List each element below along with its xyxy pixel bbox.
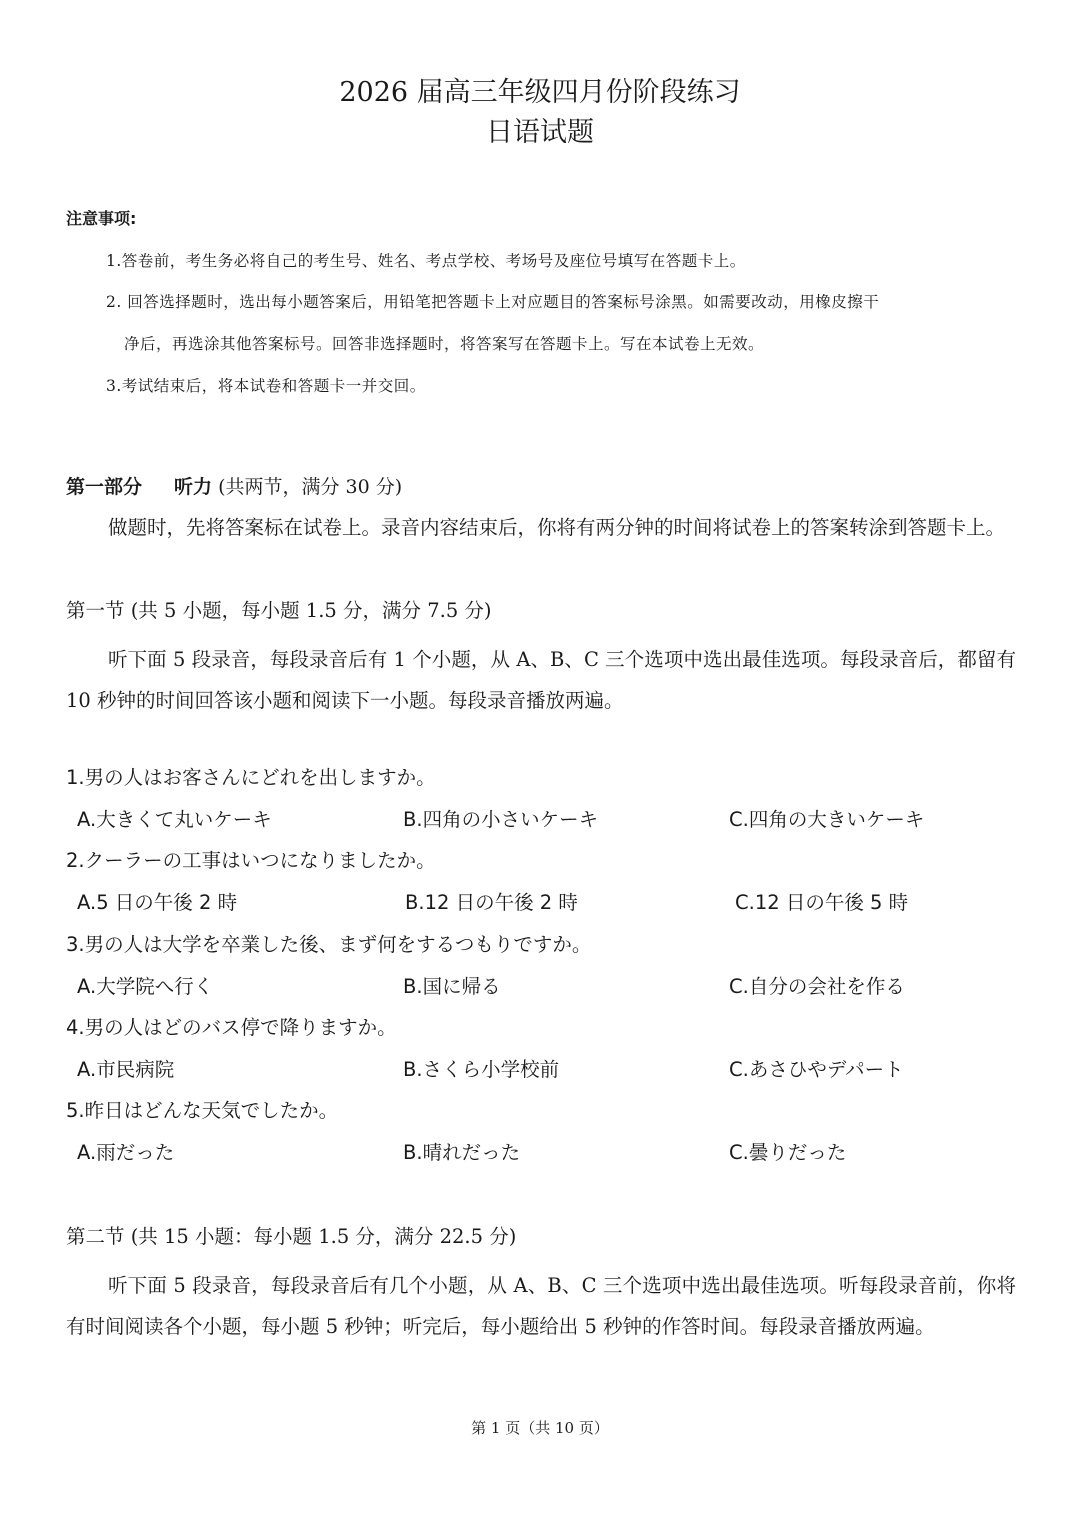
question-4-option-c: C.あさひやデパート [729,1058,904,1081]
question-5-option-a: A.雨だった [77,1141,175,1164]
page-number: 第 1 页（共 10 页） [471,1419,609,1437]
question-1-option-b: B.四角の小さいケーキ [403,808,599,831]
section1-heading: 第一节 (共 5 小题，每小题 1.5 分，满分 7.5 分) [66,599,492,622]
question-4-option-b: B.さくら小学校前 [403,1058,560,1081]
question-1-option-c: C.四角の大きいケーキ [729,808,925,831]
section2-instructions: 听下面 5 段录音，每段录音后有几个小题，从 A、B、C 三个选项中选出最佳选项。听每段录音前，你将有时间阅读各个小题，每小题 5 秒钟；听完后，每小题给出 5 秒钟的作答时间。每段录音播放两遍。 [66,1274,1016,1338]
note-item-2-line-2: 净后，再选涂其他答案标号。回答非选择题时，将答案写在答题卡上。写在本试卷上无效。 [124,335,765,353]
section2-heading: 第二节 (共 15 小题：每小题 1.5 分，满分 22.5 分) [66,1225,517,1248]
question-5-option-b: B.晴れだった [403,1141,521,1164]
question-2: 2.クーラーの工事はいつになりましたか。 [66,849,436,872]
part1-name: 听力 [174,476,213,498]
question-1-option-a: A.大きくて丸いケーキ [77,808,272,831]
question-5: 5.昨日はどんな天気でしたか。 [66,1099,339,1122]
note-item-2-line-1: 2. 回答选择题时，选出每小题答案后，用铅笔把答题卡上对应题目的答案标号涂黑。如需要改动，用橡皮擦干 [106,293,880,311]
note-item-1: 1.答卷前，考生务必将自己的考生号、姓名、考点学校、考场号及座位号填写在答题卡上。 [106,252,746,270]
question-3: 3.男の人は大学を卒業した後、まず何をするつもりですか。 [66,933,592,956]
exam-subject: 日语试题 [486,117,594,148]
question-3-option-a: A.大学院へ行く [77,975,214,998]
question-5-option-c: C.曇りだった [729,1141,847,1164]
part1-instructions: 做题时，先将答案标在试卷上。录音内容结束后，你将有两分钟的时间将试卷上的答案转涂到答题卡上。 [108,516,1006,539]
question-4-option-a: A.市民病院 [77,1058,175,1081]
question-3-option-c: C.自分の会社を作る [729,975,905,998]
section1-instructions: 听下面 5 段录音，每段录音后有 1 个小题，从 A、B、C 三个选项中选出最佳选项。每段录音后，都留有 10 秒钟的时间回答该小题和阅读下一小题。每段录音播放两遍。 [66,648,1016,712]
note-item-3: 3.考试结束后，将本试卷和答题卡一并交回。 [106,377,426,395]
notes-heading: 注意事项: [66,209,137,228]
part1-heading [66,474,402,500]
part1-score-note: (共两节，满分 30 分) [218,476,403,498]
question-1: 1.男の人はお客さんにどれを出しますか。 [66,766,436,789]
part1-label: 第一部分 [66,476,143,498]
question-2-option-b: B.12 日の午後 2 時 [405,891,578,914]
question-3-option-b: B.国に帰る [403,975,501,998]
question-4: 4.男の人はどのバス停で降りますか。 [66,1016,397,1039]
question-2-option-a: A.5 日の午後 2 時 [77,891,238,914]
exam-title: 2026 届高三年级四月份阶段练习 [339,77,741,108]
question-2-option-c: C.12 日の午後 5 時 [735,891,909,914]
